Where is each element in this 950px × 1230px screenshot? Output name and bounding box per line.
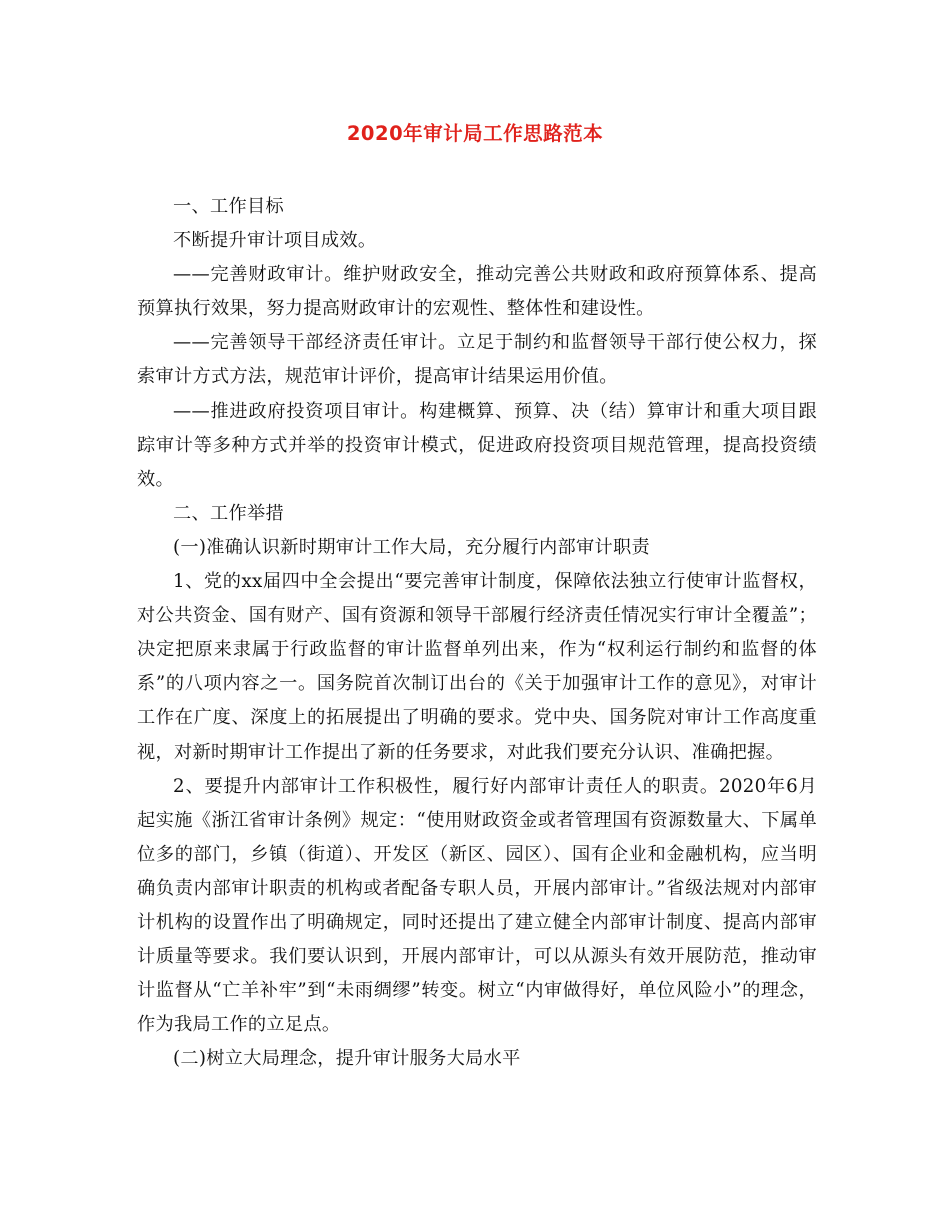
- subheading-measure-2: (二)树立大局理念，提升审计服务大局水平: [173, 1048, 521, 1070]
- paragraph-fiscal-audit: ——完善财政审计。维护财政安全，推动完善公共财政和政府预算体系、提高预算执行效果，努力提高财政审计的宏观性、整体性和建设性。: [137, 264, 817, 320]
- section-heading-measures: 二、工作举措: [173, 502, 284, 524]
- document-body: [137, 190, 817, 1076]
- subheading-measure-1: (一)准确认识新时期审计工作大局，充分履行内部审计职责: [173, 536, 650, 558]
- paragraph-investment-audit: ——推进政府投资项目审计。构建概算、预算、决（结）算审计和重大项目跟踪审计等多种方式并举的投资审计模式，促进政府投资项目规范管理，提高投资绩效。: [137, 400, 817, 490]
- paragraph-measure-1-1: 1、党的xx届四中全会提出“要完善审计制度，保障依法独立行使审计监督权，对公共资金、国有财产、国有资源和领导干部履行经济责任情况实行审计全覆盖”；决定把原来隶属于行政监督的审计监督单列出来，作为“权利运行制约和监督的体系”的八项内容之一。国务院首次制订出台的《关于加强审计工作的意见》，对审计工作在广度、深度上的拓展提出了明确的要求。党中央、国务院对审计工作高度重视，对新时期审计工作提出了新的任务要求，对此我们要充分认识、准确把握。: [137, 571, 817, 763]
- section-heading-goals: 一、工作目标: [173, 196, 284, 217]
- paragraph-leader-audit: ——完善领导干部经济责任审计。立足于制约和监督领导干部行使公权力，探索审计方式方法，规范审计评价，提高审计结果运用价值。: [137, 332, 817, 388]
- paragraph-measure-1-2: 2、要提升内部审计工作积极性，履行好内部审计责任人的职责。2020年6月起实施《浙江省审计条例》规定：“使用财政资金或者管理国有资源数量大、下属单位多的部门，乡镇（街道）、开发区（新区、园区）、国有企业和金融机构，应当明确负责内部审计职责的机构或者配备专职人员，开展内部审计。”省级法规对内部审计机构的设置作出了明确规定，同时还提出了建立健全内部审计制度、提高内部审计质量等要求。我们要认识到，开展内部审计，可以从源头有效开展防范，推动审计监督从“亡羊补牢”到“未雨绸缪”转变。树立“内审做得好，单位风险小”的理念，作为我局工作的立足点。: [137, 775, 817, 1036]
- paragraph-goal-summary: 不断提升审计项目成效。: [173, 230, 377, 252]
- document-title: 2020年审计局工作思路范本: [346, 122, 604, 145]
